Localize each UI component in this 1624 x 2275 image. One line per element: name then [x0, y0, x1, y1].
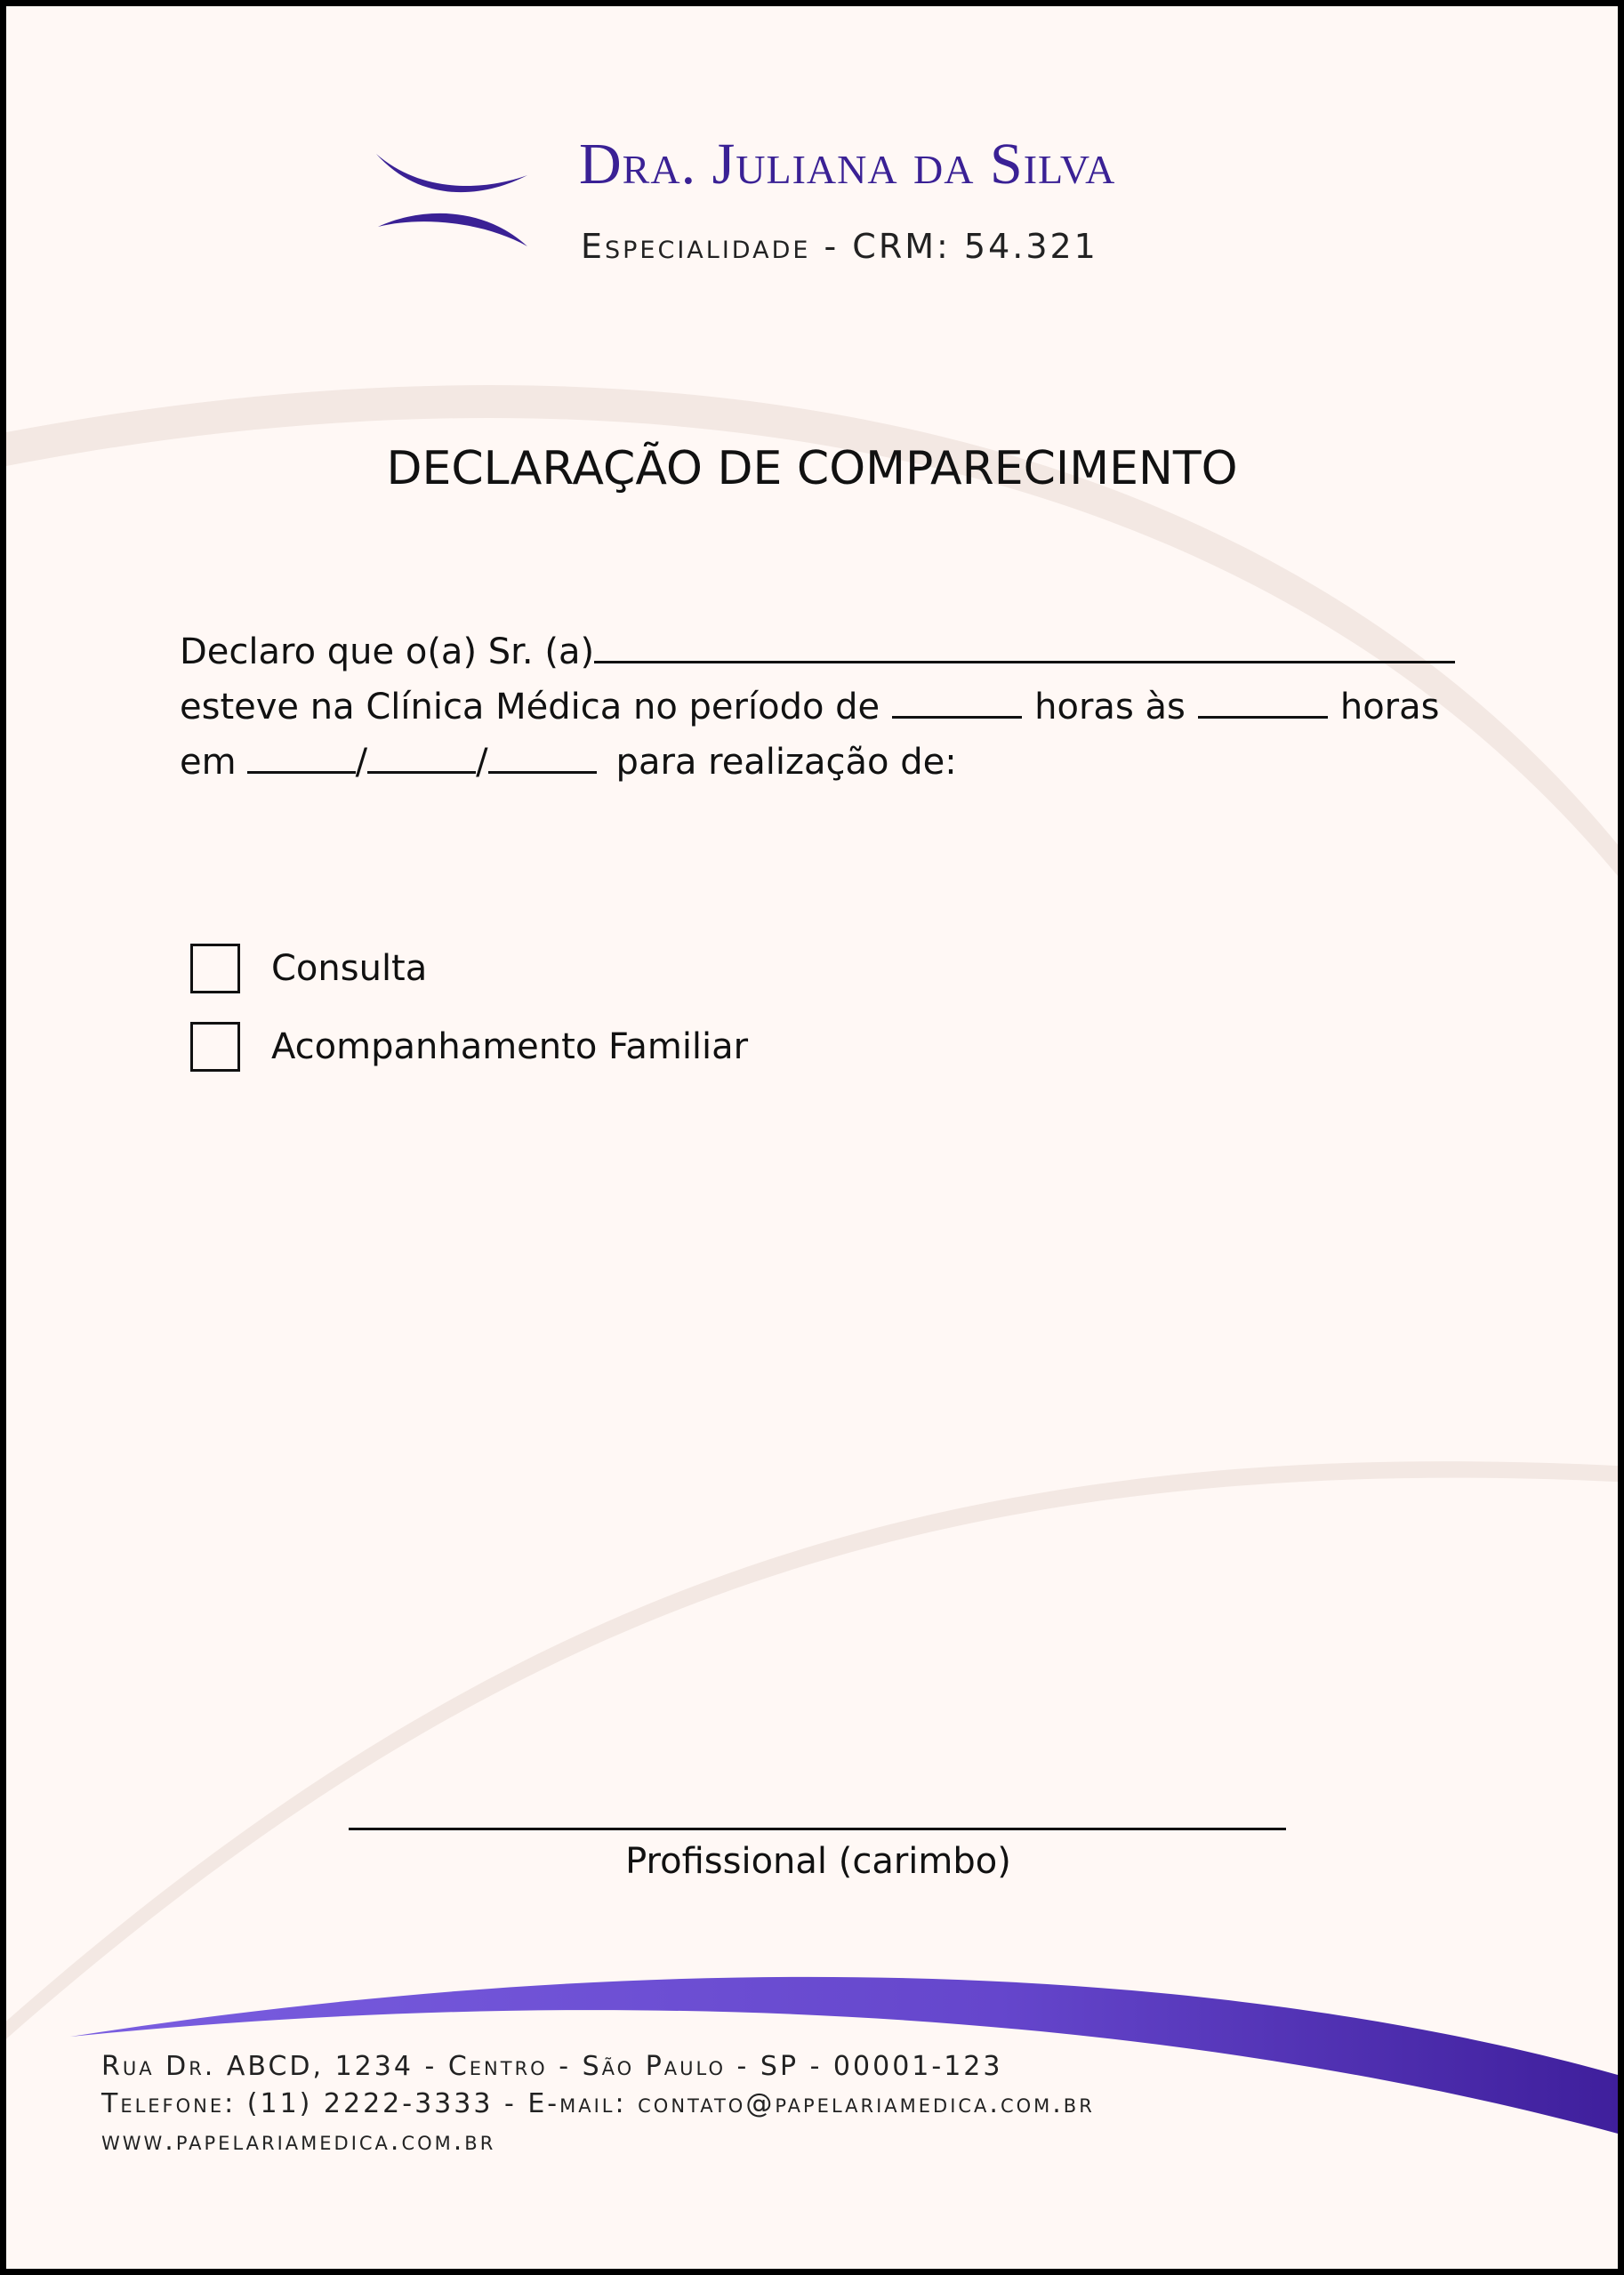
date-separator: / — [355, 742, 368, 783]
footer-contact-info: Telefone: (11) 2222-3333 - E-mail: contato@papelariamedica.com.br — [101, 2088, 1095, 2119]
patient-name-field[interactable] — [594, 622, 1455, 663]
signature-line[interactable] — [349, 1828, 1286, 1830]
hours-to-text: horas às — [1034, 687, 1186, 728]
consulta-checkbox[interactable] — [190, 944, 240, 993]
logo-mark-icon — [367, 149, 536, 255]
background-decoration — [6, 6, 1618, 2269]
date-year-field[interactable] — [488, 732, 597, 774]
date-separator: / — [476, 742, 488, 783]
background-arc-bottom — [6, 1461, 1618, 2043]
date-prefix-text: em — [180, 742, 237, 783]
page-title: DECLARAÇÃO DE COMPARECIMENTO — [386, 442, 1238, 495]
doctor-name: Dra. Juliana da Silva — [579, 132, 1116, 197]
declaration-text — [180, 622, 1455, 787]
acompanhamento-familiar-label: Acompanhamento Familiar — [271, 1026, 749, 1067]
acompanhamento-familiar-checkbox[interactable] — [190, 1022, 240, 1072]
declaration-line-3 — [180, 732, 1455, 787]
hours-text: horas — [1339, 687, 1440, 728]
consulta-label: Consulta — [271, 948, 428, 989]
end-hour-field[interactable] — [1198, 677, 1328, 719]
declaration-line-2 — [180, 677, 1455, 732]
option-acompanhamento-familiar[interactable] — [190, 1022, 748, 1072]
date-day-field[interactable] — [247, 732, 356, 774]
declaration-line-1 — [180, 622, 1455, 677]
doctor-specialty-crm: Especialidade - CRM: 54.321 — [581, 227, 1098, 266]
declaration-line-1-text: Declaro que o(a) Sr. (a) — [180, 631, 595, 672]
date-month-field[interactable] — [367, 732, 476, 774]
footer-contact — [101, 2048, 1095, 2160]
footer-address: Rua Dr. ABCD, 1234 - Centro - São Paulo - SP - 00001-123 — [101, 2051, 1003, 2082]
option-consulta[interactable] — [190, 944, 427, 993]
start-hour-field[interactable] — [892, 677, 1022, 719]
footer-website[interactable]: www.papelariamedica.com.br — [101, 2126, 496, 2157]
purpose-text: para realização de: — [615, 742, 957, 783]
period-text: esteve na Clínica Médica no período de — [180, 687, 880, 728]
signature-label: Profissional (carimbo) — [625, 1841, 1011, 1882]
